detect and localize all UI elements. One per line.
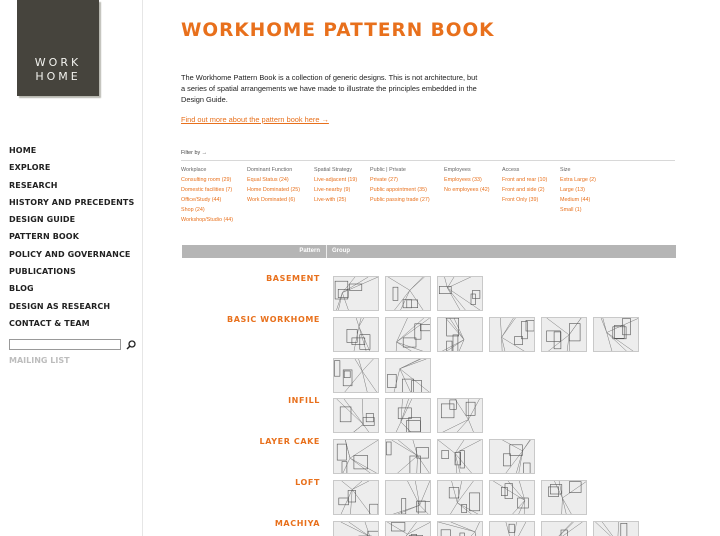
nav-item-design-as-research[interactable]: DESIGN AS RESEARCH (9, 301, 111, 311)
pattern-thumbnail[interactable] (437, 521, 483, 536)
filter-heading: Employees (444, 167, 471, 173)
filter-option[interactable]: Front Only (39) (502, 197, 539, 203)
nav-item-pattern-book[interactable]: PATTERN BOOK (9, 232, 80, 242)
filter-option[interactable]: Live-with (25) (314, 197, 347, 203)
nav-item-research[interactable]: RESEARCH (9, 180, 58, 190)
filter-option[interactable]: Equal Status (24) (247, 177, 289, 183)
pattern-label[interactable]: MACHIYA (274, 519, 320, 528)
pattern-thumbnail[interactable] (437, 317, 483, 352)
pattern-thumbnail[interactable] (593, 317, 639, 352)
pattern-thumbnail[interactable] (333, 439, 379, 474)
pattern-thumbnail[interactable] (385, 480, 431, 515)
pattern-thumbnail[interactable] (489, 439, 535, 474)
pattern-thumbnail[interactable] (385, 521, 431, 536)
workhome-logo[interactable] (17, 0, 99, 96)
mailing-list-link[interactable]: MAILING LIST (9, 356, 70, 365)
pattern-thumbnail[interactable] (385, 317, 431, 352)
filter-option[interactable]: Extra Large (2) (560, 177, 596, 183)
filter-column (502, 165, 547, 205)
filter-option[interactable]: Public passing trade (27) (370, 197, 430, 203)
nav-item-publications[interactable]: PUBLICATIONS (9, 267, 76, 277)
main-nav (9, 146, 134, 336)
filter-option[interactable]: Workshop/Studio (44) (181, 217, 234, 223)
filter-option[interactable]: Public appointment (35) (370, 187, 427, 193)
filter-option[interactable]: Live-adjacent (19) (314, 177, 358, 183)
logo-line-1: WORK (34, 56, 82, 69)
filter-option[interactable]: Large (13) (560, 187, 585, 193)
pattern-thumbnail[interactable] (333, 521, 379, 536)
intro-text: The Workhome Pattern Book is a collection of generic designs. This is not architecture, but a series of spatial arrangements we have made to illustrate the principles embedded in the Design Guide. (181, 73, 478, 104)
pattern-thumbnail[interactable] (541, 317, 587, 352)
pattern-label[interactable]: INFILL (288, 396, 320, 405)
pattern-thumbnail[interactable] (385, 276, 431, 311)
filter-divider (181, 160, 675, 161)
sidebar (0, 0, 143, 536)
filter-heading: Access (502, 167, 520, 173)
filter-option[interactable]: Work Dominated (6) (247, 197, 296, 203)
filter-heading: Size (560, 167, 571, 173)
filter-option[interactable]: Domestic facilities (7) (181, 187, 233, 193)
pattern-thumbnail[interactable] (333, 276, 379, 311)
filter-option[interactable]: Small (1) (560, 207, 582, 213)
filter-column (314, 165, 357, 205)
pattern-thumbnail[interactable] (437, 439, 483, 474)
pattern-thumbnail[interactable] (541, 480, 587, 515)
filter-option[interactable]: Consulting room (29) (181, 177, 232, 183)
pattern-label[interactable]: LAYER CAKE (259, 437, 320, 446)
filter-option[interactable]: No employees (42) (444, 187, 490, 193)
pattern-thumbnail[interactable] (385, 439, 431, 474)
filter-option[interactable]: Office/Study (44) (181, 197, 222, 203)
filter-option[interactable]: Front and rear (10) (502, 177, 548, 183)
nav-item-contact[interactable]: CONTACT & TEAM (9, 318, 90, 328)
filter-option[interactable]: Shop (24) (181, 207, 205, 213)
page-title: WORKHOME PATTERN BOOK (181, 20, 495, 41)
filter-column (444, 165, 490, 195)
pattern-label[interactable]: BASIC WORKHOME (227, 315, 320, 324)
pattern-thumbnail[interactable] (489, 480, 535, 515)
nav-item-history[interactable]: HISTORY AND PRECEDENTS (9, 197, 135, 207)
pattern-thumbnail[interactable] (437, 276, 483, 311)
filter-heading: Dominant Function (247, 167, 293, 173)
pattern-column-header: Pattern (299, 248, 320, 254)
search-input[interactable] (9, 339, 121, 350)
nav-item-home[interactable]: HOME (9, 146, 37, 155)
nav-item-blog[interactable]: BLOG (9, 284, 34, 294)
pattern-label[interactable]: LOFT (295, 478, 320, 487)
logo-line-2: HOME (35, 70, 81, 83)
filter-column (370, 165, 430, 205)
nav-item-policy[interactable]: POLICY AND GOVERNANCE (9, 249, 131, 259)
pattern-thumbnail[interactable] (593, 521, 639, 536)
pattern-label[interactable]: BASEMENT (266, 274, 320, 283)
filter-column (247, 165, 300, 205)
nav-item-design-guide[interactable]: DESIGN GUIDE (9, 215, 76, 225)
header-divider (326, 245, 327, 258)
filter-column (560, 165, 596, 215)
pattern-thumbnail[interactable] (385, 358, 431, 393)
filter-option[interactable]: Private (27) (370, 177, 398, 183)
filter-column (181, 165, 233, 225)
nav-item-explore[interactable]: EXPLORE (9, 163, 51, 173)
pattern-thumbnail[interactable] (541, 521, 587, 536)
search-icon[interactable] (125, 338, 137, 350)
pattern-thumbnail[interactable] (437, 398, 483, 433)
pattern-thumbnail[interactable] (333, 317, 379, 352)
filter-heading: Workplace (181, 167, 207, 173)
filter-heading: Spatial Strategy (314, 167, 353, 173)
group-column-header: Group (332, 248, 350, 254)
filter-option[interactable]: Home Dominated (25) (247, 187, 301, 193)
pattern-thumbnail[interactable] (489, 521, 535, 536)
pattern-thumbnail[interactable] (437, 480, 483, 515)
filter-option[interactable]: Medium (44) (560, 197, 591, 203)
filter-by-label: Filter by → (181, 150, 208, 156)
pattern-thumbnail[interactable] (489, 317, 535, 352)
pattern-table-header (182, 245, 676, 258)
pattern-thumbnail[interactable] (333, 480, 379, 515)
pattern-thumbnail[interactable] (385, 398, 431, 433)
filter-heading: Public | Private (370, 167, 406, 173)
pattern-thumbnail[interactable] (333, 358, 379, 393)
filter-option[interactable]: Front and side (2) (502, 187, 545, 193)
about-pattern-book-link[interactable]: Find out more about the pattern book here → (181, 115, 329, 124)
filter-option[interactable]: Live-nearby (9) (314, 187, 351, 193)
filter-option[interactable]: Employees (33) (444, 177, 482, 183)
pattern-thumbnail[interactable] (333, 398, 379, 433)
